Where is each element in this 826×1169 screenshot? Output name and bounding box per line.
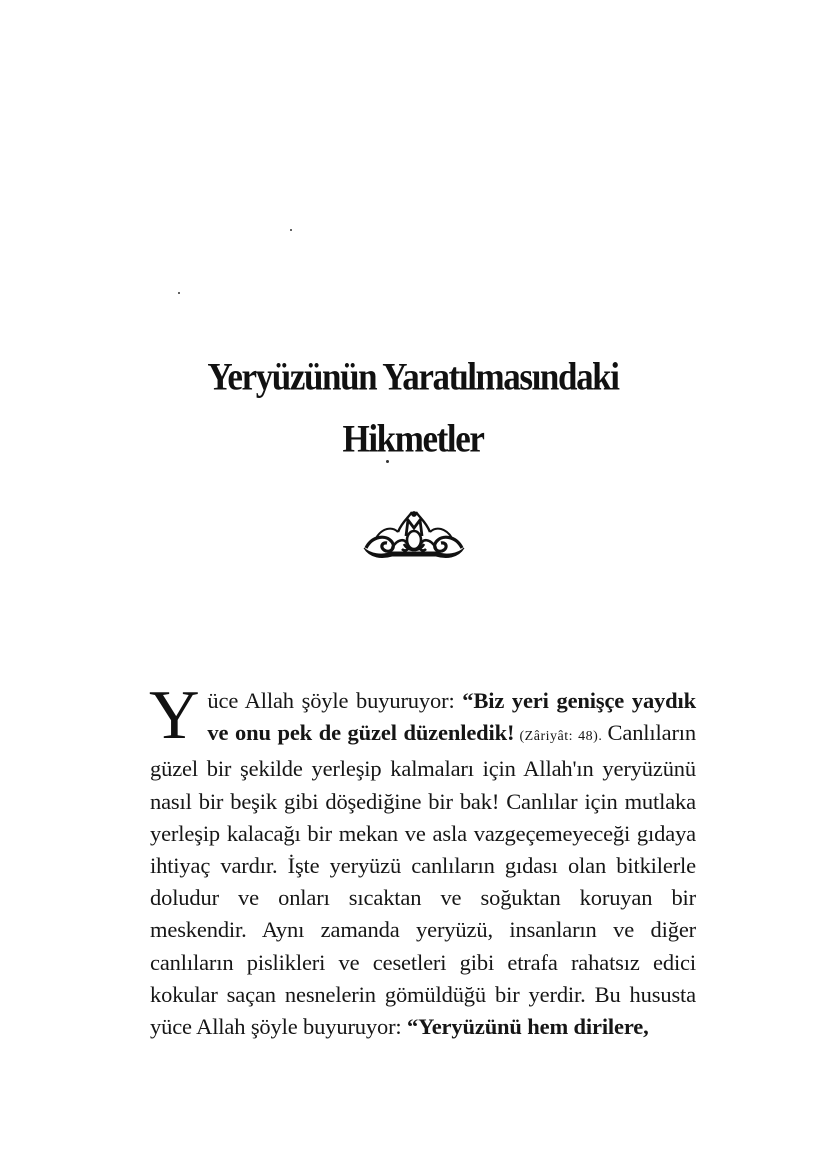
floral-ornament-icon [362,508,466,560]
body-paragraph [149,677,696,1043]
scan-speck [178,292,180,294]
verse-reference: (Zâriyât: 48). [514,729,608,745]
scan-speck [290,229,292,231]
quran-quote-1: “Biz yeri genişçe yaydık ve onu pek de güzel düzenledik! [207,688,696,746]
paragraph-main: Canlıların güzel bir şekilde yerleşip kalmaları için Allah'ın yeryüzünü nasıl bir beşik gibi döşediğine bir bak! Canlılar için mutlaka yerleşip kalacağı bir mekan ve asla vazgeçemeyeceği gıdaya ihtiyaç vardır. İşte yeryüzü canlıların gıdası olan bitkilerle doludur ve onları sıcaktan ve soğuktan koruyan bir meskendir. Aynı zamanda yeryüzü, insanların ve diğer canlıların pislikleri ve cesetleri gibi etrafa rahatsız edici kokular saçan nesnelerin gömüldüğü bir yerdir. Bu hususta yüce Allah şöyle buyuruyor: [150,720,696,1040]
quran-quote-2: “Yeryüzünü hem dirilere, [407,1014,649,1040]
paragraph-intro: üce Allah şöyle buyuruyor: [207,688,463,713]
chapter-title [0,346,826,470]
chapter-title-line-1: Yeryüzünün Yaratılmasındaki [207,354,619,399]
drop-cap: Y [149,677,200,754]
chapter-title-line-2: Hikmetler [342,416,484,461]
